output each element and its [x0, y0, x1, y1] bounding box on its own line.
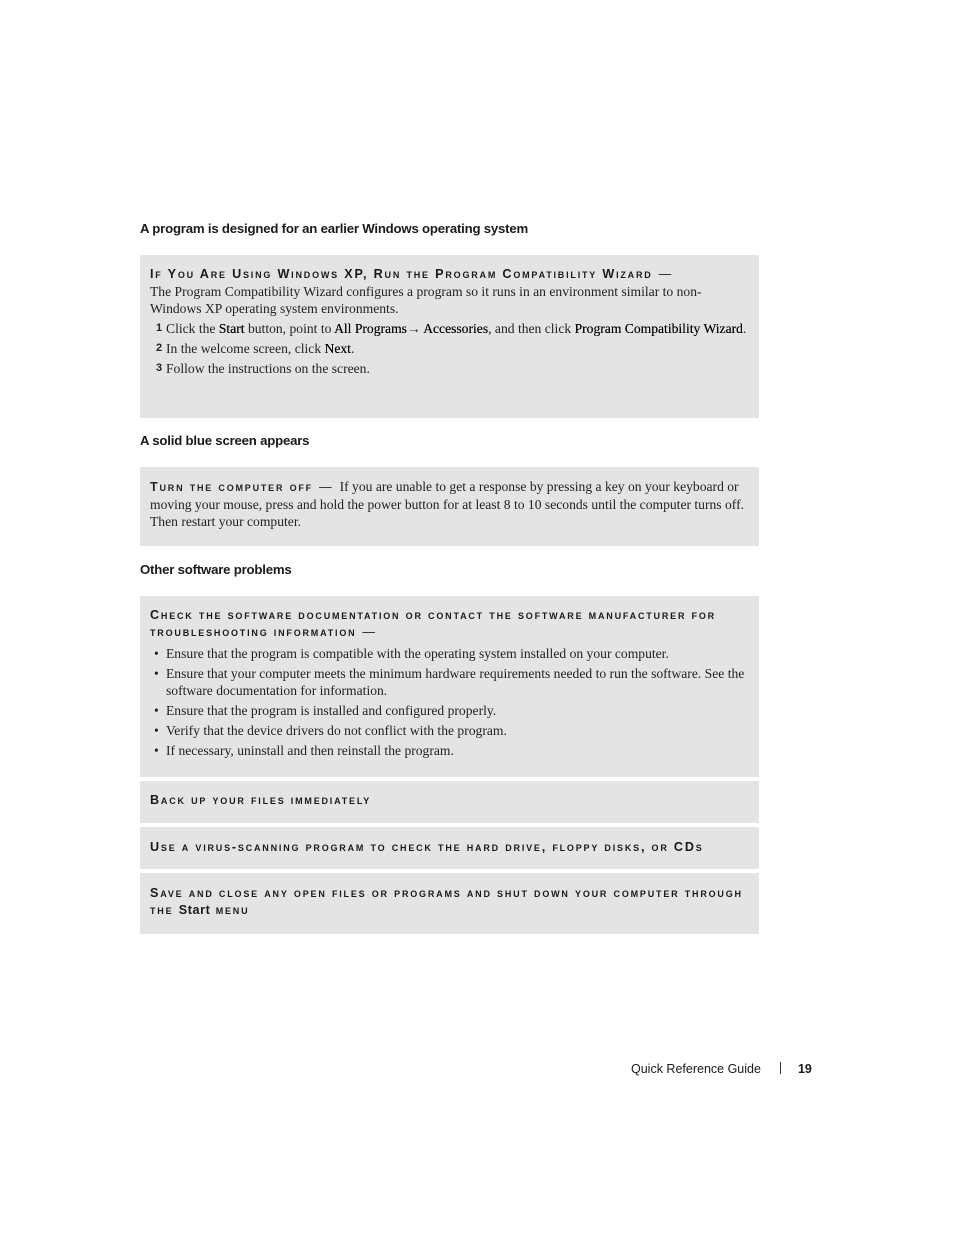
page-number: 19: [797, 1062, 812, 1076]
section-heading-earlier-windows: A program is designed for an earlier Windows operating system: [140, 221, 529, 236]
solution-title: Back up your files immediately: [150, 793, 372, 807]
step-number: 3: [156, 362, 163, 374]
bullet-list: [150, 645, 747, 759]
section-heading-blue-screen: A solid blue screen appears: [140, 433, 310, 448]
section-heading-other-software: Other software problems: [140, 562, 292, 577]
guide-title: Quick Reference Guide: [631, 1062, 761, 1076]
page-footer: [631, 1062, 812, 1076]
all-programs-label: All Programs: [334, 321, 407, 336]
solution-box-check-documentation: [140, 596, 759, 777]
solution-box-shut-down: [140, 873, 759, 934]
step-item: 2 In the welcome screen, click Next.: [156, 341, 355, 356]
bullet-icon: •: [154, 666, 159, 681]
list-item: • Ensure that your computer meets the minimum hardware requirements needed to run the software. See the software documentation for information.: [154, 666, 745, 698]
solution-intro: The Program Compatibility Wizard configures a program so it runs in an environment similar to non-Windows XP operating system environments.: [150, 284, 702, 316]
step-item: 1 Click the Start button, point to All Programs→ Accessories, and then click Program Compatibility Wizard.: [156, 321, 747, 336]
solution-text: Turn the computer off — If you are unable to get a response by pressing a key on your keyboard or moving your mouse, press and hold the power button for at least 8 to 10 seconds until the computer turns off. Then restart your computer.: [150, 479, 744, 529]
solution-title: Turn the computer off —: [150, 480, 332, 494]
list-item: • Ensure that the program is installed and configured properly.: [154, 703, 497, 718]
solution-box-compatibility-wizard: [140, 255, 759, 418]
start-menu-label: Start: [178, 903, 211, 917]
step-number: 1: [156, 322, 163, 334]
solution-title: Save and close any open files or programs and shut down your computer through the Start menu: [150, 886, 743, 917]
solution-title: Use a virus-scanning program to check the hard drive, floppy disks, or CDs: [150, 840, 704, 854]
compatibility-wizard-label: Program Compatibility Wizard: [574, 321, 743, 336]
bullet-icon: •: [154, 703, 159, 718]
step-item: 3 Follow the instructions on the screen.: [156, 361, 370, 376]
list-item: • Verify that the device drivers do not conflict with the program.: [154, 723, 507, 738]
solution-box-turn-off: [140, 467, 759, 546]
bullet-icon: •: [154, 723, 159, 738]
solution-box-virus-scan: [140, 827, 759, 869]
next-label: Next: [324, 341, 351, 356]
solution-box-back-up: [140, 781, 759, 823]
list-item: • If necessary, uninstall and then reinstall the program.: [154, 743, 454, 758]
list-item: • Ensure that the program is compatible with the operating system installed on your computer.: [154, 646, 669, 661]
page-content: [140, 220, 759, 938]
step-number: 2: [156, 342, 163, 354]
start-label: Start: [218, 321, 245, 336]
footer-divider: [780, 1062, 781, 1074]
solution-title: If You Are Using Windows XP, Run the Program Compatibility Wizard —: [150, 267, 672, 281]
accessories-label: Accessories: [423, 321, 489, 336]
bullet-icon: •: [154, 646, 159, 661]
steps-list: [150, 320, 747, 377]
solution-title: Check the software documentation or contact the software manufacturer for troubleshooting information —: [150, 608, 716, 639]
bullet-icon: •: [154, 743, 159, 758]
